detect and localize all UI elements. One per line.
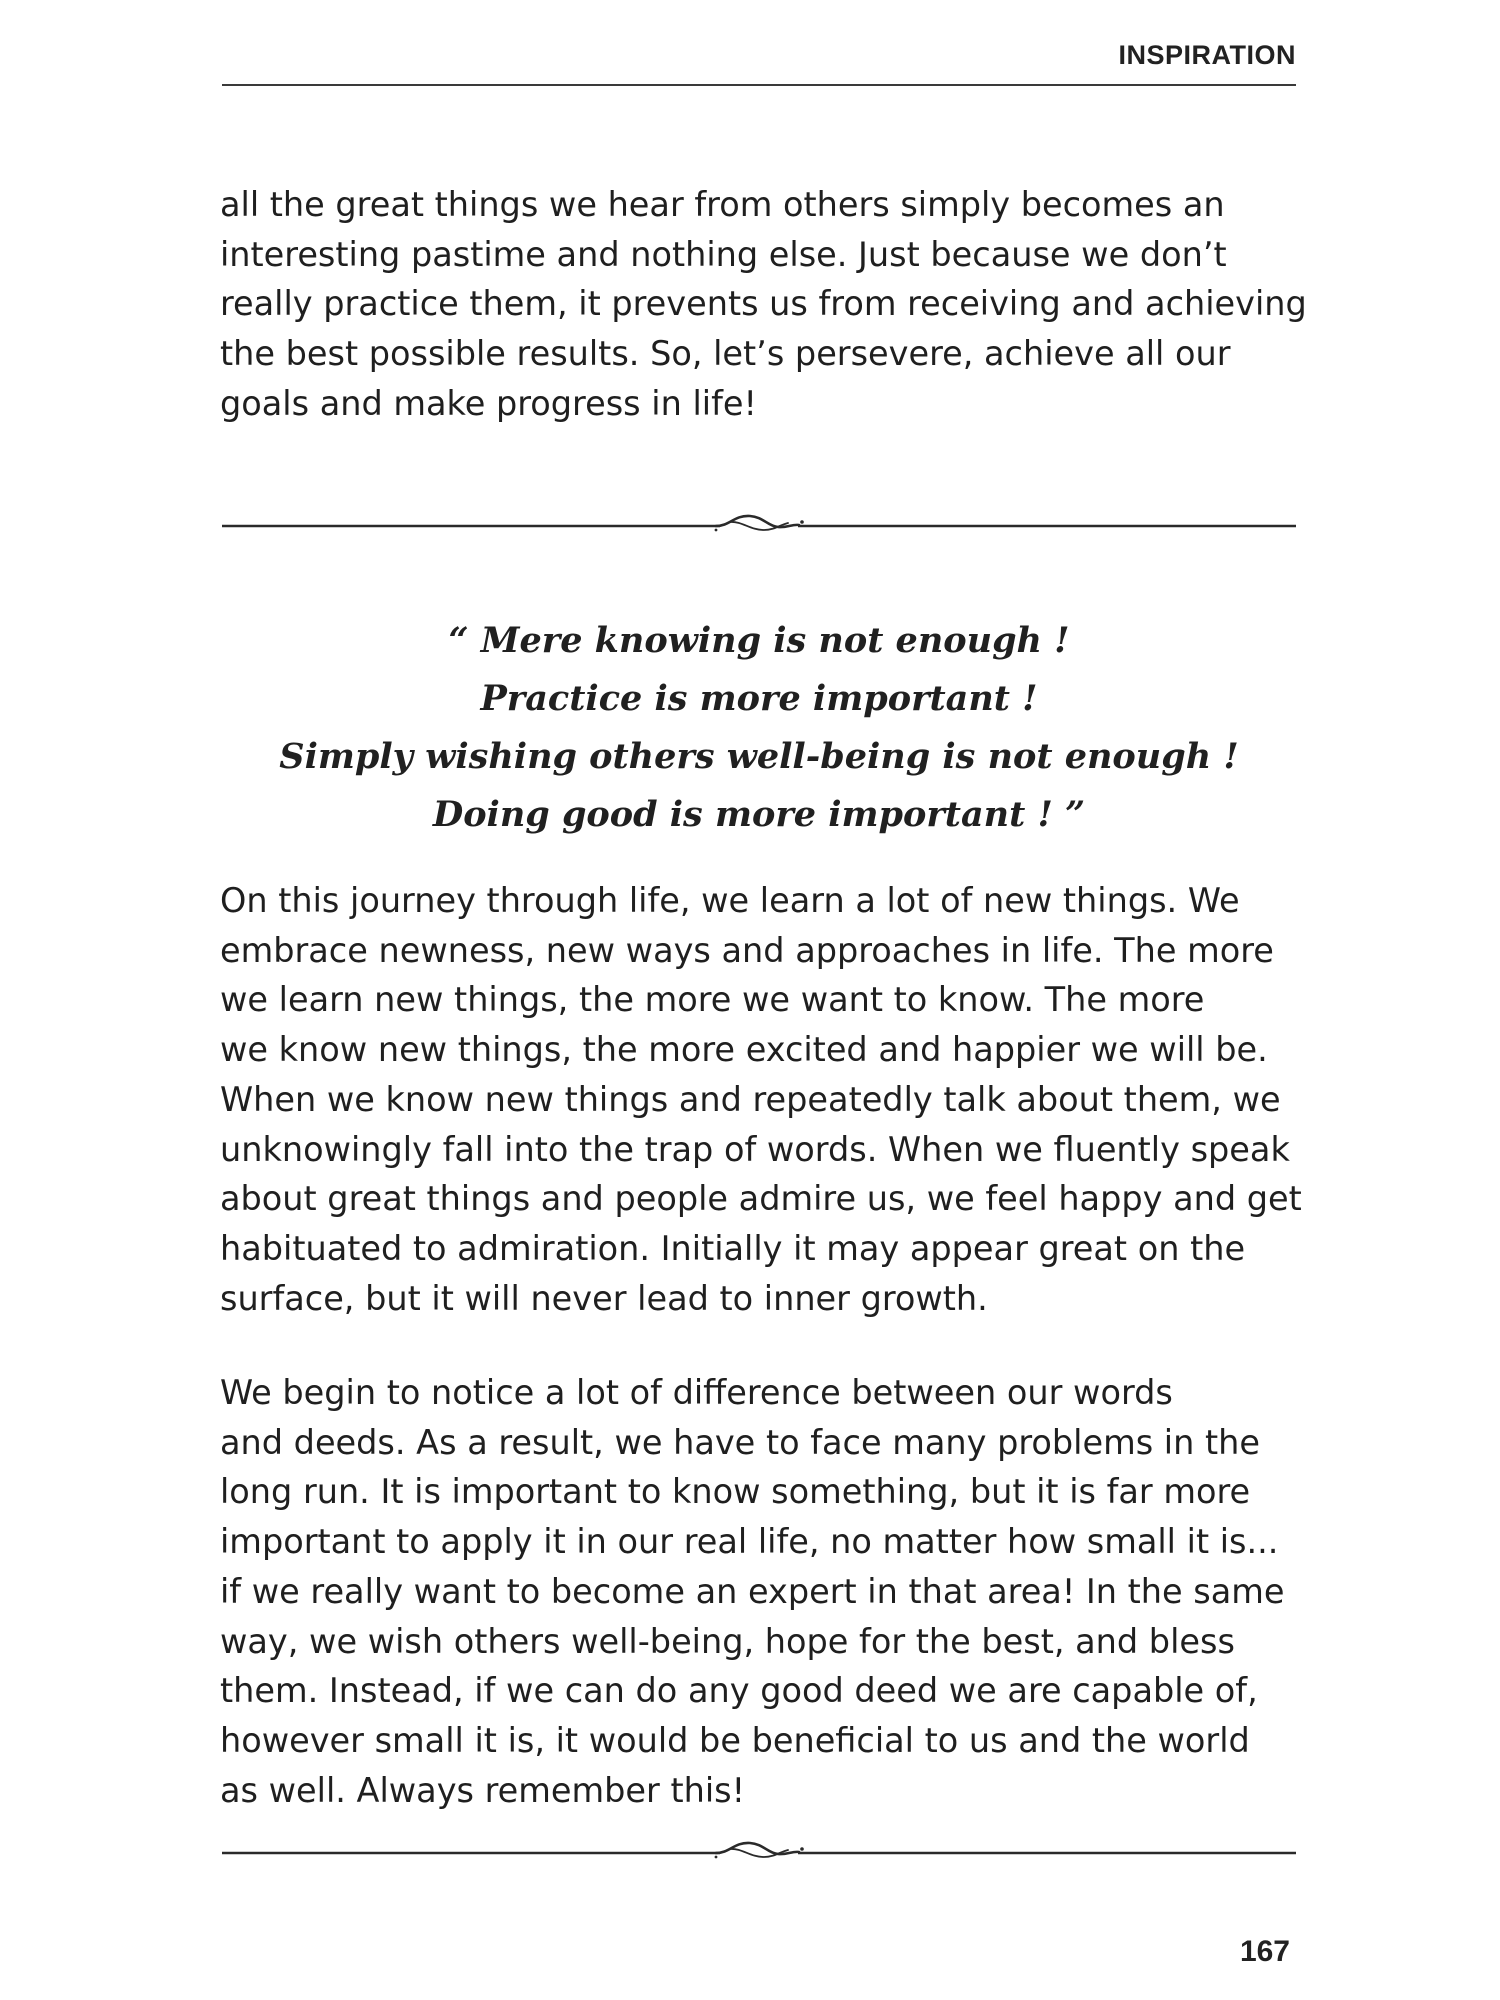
- text-line: all the great things we hear from others simply becomes an: [220, 185, 1225, 224]
- text-line: On this journey through life, we learn a lot of new things. We: [220, 881, 1240, 920]
- text-line: we know new things, the more excited and happier we will be.: [220, 1030, 1268, 1070]
- text-line: We begin to notice a lot of difference between our words: [220, 1373, 1173, 1412]
- section-divider: [222, 505, 1296, 535]
- text-line: as well. Always remember this!: [220, 1770, 746, 1810]
- text-line: however small it is, it would be beneficial to us and the world: [220, 1720, 1250, 1760]
- text-line: important to apply it in our real life, no matter how small it is...: [220, 1522, 1279, 1562]
- text-line: really practice them, it prevents us from receiving and achieving: [220, 284, 1307, 324]
- text-line: the best possible results. So, let’s persevere, achieve all our: [220, 334, 1231, 374]
- intro-paragraph: [220, 180, 1310, 429]
- text-line: goals and make progress in life!: [220, 383, 757, 423]
- text-line: habituated to admiration. Initially it may appear great on the: [220, 1228, 1246, 1268]
- quote-line: “ Mere knowing is not enough !: [448, 620, 1070, 661]
- swash-flourish-icon: [222, 1832, 1296, 1862]
- quote-line: Doing good is more important ! ”: [432, 794, 1086, 835]
- text-line: interesting pastime and nothing else. Just because we don’t: [220, 234, 1227, 274]
- text-line: way, we wish others well-being, hope for the best, and bless: [220, 1621, 1235, 1661]
- text-line: about great things and people admire us, we feel happy and get: [220, 1179, 1302, 1219]
- running-header-title: INSPIRATION: [1118, 40, 1296, 70]
- quote-line: Simply wishing others well-being is not enough !: [279, 736, 1239, 777]
- text-line: if we really want to become an expert in that area! In the same: [220, 1571, 1285, 1611]
- running-header: [222, 40, 1296, 86]
- pull-quote: [222, 612, 1296, 844]
- journey-paragraph: [220, 876, 1310, 1323]
- text-line: them. Instead, if we can do any good deed we are capable of,: [220, 1671, 1258, 1711]
- quote-line: Practice is more important !: [480, 678, 1038, 719]
- text-line: embrace newness, new ways and approaches in life. The more: [220, 930, 1274, 970]
- text-line: surface, but it will never lead to inner growth.: [220, 1278, 988, 1318]
- page-number: 167: [1239, 1935, 1290, 1968]
- text-line: When we know new things and repeatedly talk about them, we: [220, 1079, 1281, 1119]
- text-line: we learn new things, the more we want to know. The more: [220, 980, 1205, 1020]
- text-line: long run. It is important to know something, but it is far more: [220, 1472, 1251, 1512]
- text-line: and deeds. As a result, we have to face many problems in the: [220, 1422, 1260, 1462]
- section-divider: [222, 1832, 1296, 1862]
- deeds-paragraph: [220, 1368, 1310, 1815]
- swash-flourish-icon: [222, 505, 1296, 535]
- text-line: unknowingly fall into the trap of words. When we fluently speak: [220, 1129, 1290, 1169]
